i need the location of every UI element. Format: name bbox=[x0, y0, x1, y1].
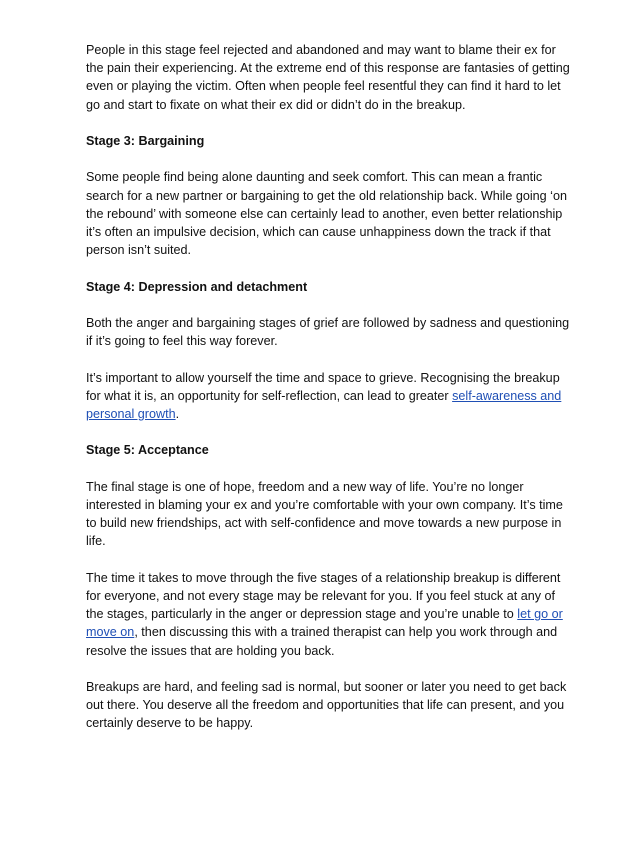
paragraph-timing bbox=[86, 569, 576, 660]
paragraph-depression-2-text: It’s important to allow yourself the time and space to grieve. Recognising the breakup for what it is, an opportunity for self-reflection, can lead to greater bbox=[86, 370, 560, 403]
paragraph-bargaining: Some people find being alone daunting and seek comfort. This can mean a frantic search for a new partner or bargaining to get the old relationship back. While going ‘on the rebound’ with someone else can certainly lead to another, even better relationship it’s often an impulsive decision, which can cause unhappiness down the track if that person isn’t suited. bbox=[86, 170, 567, 258]
paragraph-timing-text: The time it takes to move through the five stages of a relationship breakup is different for everyone, and not every stage may be relevant for you. If you feel stuck at any of the stages, particularly in the anger or depression stage and you’re unable to bbox=[86, 570, 561, 622]
paragraph-acceptance: The final stage is one of hope, freedom and a new way of life. You’re no longer interested in blaming your ex and you’re comfortable with your own company. It’s time to build new friendships, act with self-confidence and move towards a new purpose in life. bbox=[86, 479, 563, 549]
paragraph-conclusion: Breakups are hard, and feeling sad is normal, but sooner or later you need to get back out there. You deserve all the freedom and opportunities that life can present, and you certainly deserve to be happy. bbox=[86, 679, 567, 731]
heading-stage-3: Stage 3: Bargaining bbox=[86, 134, 205, 148]
link-self-awareness[interactable]: self-awareness and personal growth bbox=[86, 388, 562, 421]
paragraph-depression-1: Both the anger and bargaining stages of grief are followed by sadness and questioning if it’s going to feel this way forever. bbox=[86, 315, 570, 349]
heading-stage-5: Stage 5: Acceptance bbox=[86, 443, 209, 458]
link-let-go-or-move-on[interactable]: let go or move on bbox=[86, 607, 563, 640]
paragraph-depression-2 bbox=[86, 369, 576, 424]
paragraph-depression-2-end: . bbox=[175, 406, 180, 421]
document-page bbox=[86, 41, 576, 751]
heading-stage-4: Stage 4: Depression and detachment bbox=[86, 279, 308, 294]
paragraph-anger-stage: People in this stage feel rejected and abandoned and may want to blame their ex for the pain their experiencing. At the extreme end of this response are fantasies of getting even or playing the victim. Often when people feel resentful they can find it hard to let go and start to fixate on what their ex did or didn’t do in the breakup. bbox=[86, 43, 570, 112]
paragraph-timing-end: , then discussing this with a trained therapist can help you work through and resolve the issues that are holding you back. bbox=[86, 625, 558, 658]
